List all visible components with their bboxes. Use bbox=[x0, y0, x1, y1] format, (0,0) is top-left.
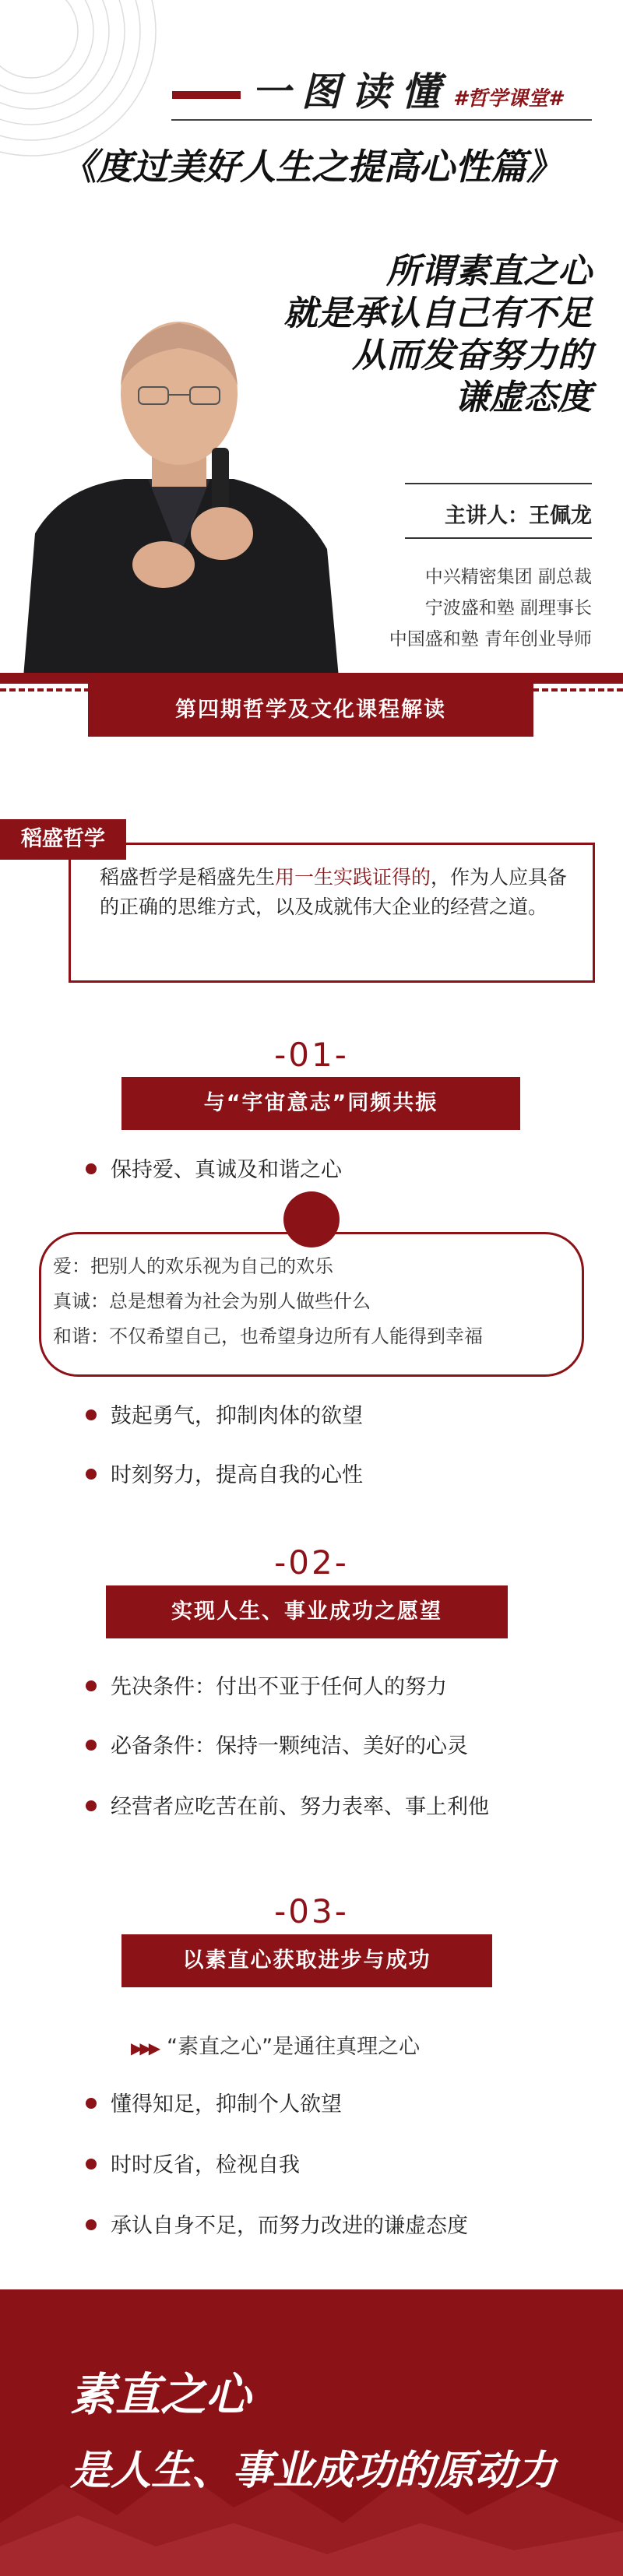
quote-line: 所谓素直之心 bbox=[386, 252, 592, 291]
quote-line: 谦虚态度 bbox=[455, 378, 592, 417]
list-item: 保持爱、真诚及和谐之心 bbox=[86, 1153, 342, 1183]
bullet-dot bbox=[86, 1680, 97, 1691]
section-subheading: ▶▶▶ “素直之心”是通往真理之心 bbox=[131, 2035, 421, 2059]
list-item: 承认自身不足，而努力改进的谦虚态度 bbox=[86, 2208, 468, 2239]
list-item: 懂得知足，抑制个人欲望 bbox=[86, 2087, 342, 2117]
quote-line: 就是承认自己有不足 bbox=[283, 294, 592, 333]
bullet-dot bbox=[86, 2159, 97, 2170]
list-item: 先决条件：付出不亚于任何人的努力 bbox=[86, 1670, 447, 1700]
section-number: -03- bbox=[274, 1892, 349, 1930]
divider bbox=[405, 537, 592, 539]
speaker-role: 中兴精密集团 副总裁 bbox=[424, 567, 592, 587]
list-item: 经营者应吃苦在前、努力表率、事上利他 bbox=[86, 1789, 489, 1820]
series-title: 一图读懂 bbox=[0, 61, 623, 117]
intro-text: 稻盛哲学是稻盛先生用一生实践证得的，作为人应具备的正确的思维方式，以及成就伟大企业的经营之道。 bbox=[100, 866, 568, 918]
page-title: 《度过美好人生之提高心性篇》 bbox=[61, 146, 562, 188]
frame-circle bbox=[283, 1191, 340, 1248]
speaker-name: 主讲人：王佩龙 bbox=[445, 504, 592, 528]
section-title: 实现人生、事业成功之愿望 bbox=[106, 1585, 508, 1638]
bullet-dot bbox=[86, 1409, 97, 1420]
quote-line: 从而发奋努力的 bbox=[352, 336, 592, 375]
speaker-role: 中国盛和塾 青年创业导师 bbox=[389, 629, 592, 649]
section-title: 与“宇宙意志”同频共振 bbox=[121, 1077, 520, 1130]
red-divider bbox=[0, 673, 623, 684]
bullet-dot bbox=[86, 2219, 97, 2230]
section-number: -01- bbox=[274, 1036, 349, 1074]
mountain-decoration bbox=[0, 2289, 623, 2576]
bullet-dot bbox=[86, 1163, 97, 1174]
speaker-role: 宁波盛和塾 副理事长 bbox=[424, 598, 592, 618]
bullet-dot bbox=[86, 2098, 97, 2109]
bullet-dot bbox=[86, 1469, 97, 1480]
footer-banner bbox=[0, 2289, 623, 2576]
list-item: 时刻努力，提高自我的心性 bbox=[86, 1458, 363, 1488]
list-item: 鼓起勇气，抑制肉体的欲望 bbox=[86, 1399, 363, 1429]
list-item: 时时反省，检视自我 bbox=[86, 2148, 300, 2178]
frame-line: 真诚：总是想着为社会为别人做些什么 bbox=[53, 1290, 371, 1312]
intro-highlight: 用一生实践证得的 bbox=[275, 866, 431, 889]
hashtag: #哲学课堂# bbox=[453, 87, 563, 111]
header-divider bbox=[171, 119, 592, 121]
philosophy-tag: 稻盛哲学 bbox=[0, 819, 126, 860]
frame-line: 爱：把别人的欢乐视为自己的欢乐 bbox=[53, 1255, 333, 1277]
divider bbox=[405, 483, 592, 484]
section-title: 以素直心获取进步与成功 bbox=[121, 1934, 492, 1987]
course-banner: 第四期哲学及文化课程解读 bbox=[88, 684, 533, 737]
footer-line-1: 素直之心 bbox=[70, 2368, 252, 2421]
section-number: -02- bbox=[274, 1543, 349, 1582]
frame-line: 和谐：不仅希望自己，也希望身边所有人能得到幸福 bbox=[53, 1325, 483, 1347]
hero-quote bbox=[249, 251, 592, 419]
footer-line-2: 是人生、事业成功的原动力 bbox=[70, 2448, 557, 2494]
list-item: 必备条件：保持一颗纯洁、美好的心灵 bbox=[86, 1729, 468, 1759]
triple-arrow-icon: ▶▶▶ bbox=[131, 2039, 158, 2057]
bullet-dot bbox=[86, 1740, 97, 1751]
title-bar-decoration bbox=[172, 91, 241, 99]
bullet-dot bbox=[86, 1800, 97, 1811]
